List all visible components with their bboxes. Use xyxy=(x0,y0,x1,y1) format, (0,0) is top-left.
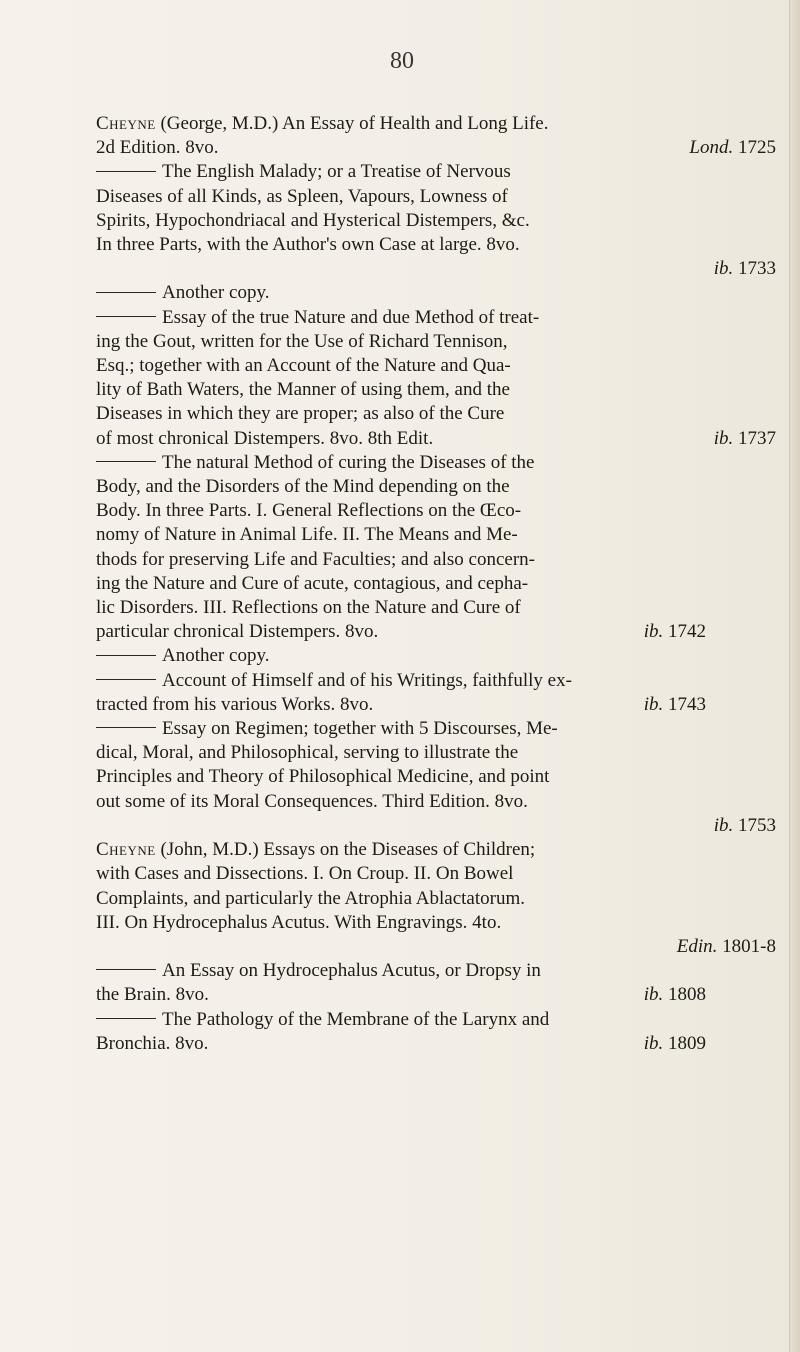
catalogue-text xyxy=(96,112,776,1056)
ditto-dash xyxy=(96,316,156,317)
imprint-year: 1742 xyxy=(668,621,706,643)
entry-line: The English Malady; or a Treatise of Nervous xyxy=(162,161,511,183)
entry-line: dical, Moral, and Philosophical, serving to illustrate the xyxy=(96,742,519,764)
ditto-dash xyxy=(96,292,156,293)
ditto-dash xyxy=(96,655,156,656)
imprint-place: ib. xyxy=(643,1032,664,1054)
page-number: 80 xyxy=(390,48,414,74)
imprint-year: 1737 xyxy=(738,427,776,449)
entry-line: Essay of the true Nature and due Method of treat- xyxy=(162,306,540,328)
entry-line: Principles and Theory of Philosophical Medicine, and point xyxy=(96,766,550,788)
imprint-year: 1733 xyxy=(738,258,776,280)
imprint-place: ib. xyxy=(713,258,734,280)
entry-line: An Essay on Hydrocephalus Acutus, or Dropsy in xyxy=(162,960,541,982)
entry-line: Body. In three Parts. I. General Reflections on the Œco- xyxy=(96,500,522,522)
catalogue-entry xyxy=(96,644,776,668)
catalogue-entry xyxy=(96,112,776,160)
entry-line: nomy of Nature in Animal Life. II. The Means and Me- xyxy=(96,524,518,546)
entry-line: lic Disorders. III. Reflections on the Nature and Cure of xyxy=(96,597,521,619)
catalogue-entry xyxy=(96,838,776,959)
entry-line: ing the Gout, written for the Use of Richard Tennison, xyxy=(96,330,508,352)
entry-line: Another copy. xyxy=(162,282,270,304)
imprint-place: ib. xyxy=(643,621,664,643)
imprint-year: 1801-8 xyxy=(722,935,776,957)
ditto-dash xyxy=(96,727,156,728)
entry-line: Complaints, and particularly the Atrophia Ablactatorum. xyxy=(96,887,525,909)
entry-line: Bronchia. 8vo. xyxy=(96,1032,209,1054)
catalogue-entry xyxy=(96,1008,776,1056)
entry-line: ing the Nature and Cure of acute, contagious, and cepha- xyxy=(96,572,529,594)
entry-line: thods for preserving Life and Faculties; and also concern- xyxy=(96,548,535,570)
catalogue-entry xyxy=(96,717,776,838)
imprint-place: ib. xyxy=(713,427,734,449)
imprint-year: 1753 xyxy=(738,814,776,836)
entry-line: Diseases of all Kinds, as Spleen, Vapours, Lowness of xyxy=(96,185,508,207)
imprint-year: 1725 xyxy=(738,137,776,159)
entry-line: of most chronical Distempers. 8vo. 8th Edit. xyxy=(96,427,434,449)
catalogue-entry xyxy=(96,160,776,281)
catalogue-entry xyxy=(96,281,776,305)
entry-line: Account of Himself and of his Writings, faithfully ex- xyxy=(162,669,572,691)
entry-line: Another copy. xyxy=(162,645,270,667)
catalogue-entry xyxy=(96,669,776,717)
entry-line: tracted from his various Works. 8vo. xyxy=(96,693,374,715)
entry-line: Esq.; together with an Account of the Nature and Qua- xyxy=(96,355,511,377)
imprint-place: ib. xyxy=(713,814,734,836)
imprint-place: Lond. xyxy=(689,137,734,159)
entry-line: In three Parts, with the Author's own Case at large. 8vo. xyxy=(96,234,520,256)
imprint-year: 1808 xyxy=(668,984,706,1006)
entry-line: (George, M.D.) An Essay of Health and Long Life. xyxy=(160,113,549,134)
entry-line: Diseases in which they are proper; as also of the Cure xyxy=(96,403,505,425)
entry-line: with Cases and Dissections. I. On Croup. II. On Bowel xyxy=(96,863,514,885)
catalogue-entry xyxy=(96,451,776,645)
page-edge xyxy=(789,0,800,1352)
catalogue-entry xyxy=(96,306,776,451)
ditto-dash xyxy=(96,461,156,462)
imprint-year: 1809 xyxy=(668,1032,706,1054)
ditto-dash xyxy=(96,1018,156,1019)
entry-line: Spirits, Hypochondriacal and Hysterical Distempers, &c. xyxy=(96,209,530,231)
imprint-place: ib. xyxy=(643,984,664,1006)
entry-line: lity of Bath Waters, the Manner of using them, and the xyxy=(96,379,510,401)
author-name: Cheyne xyxy=(96,839,156,861)
catalogue-entry xyxy=(96,959,776,1007)
ditto-dash xyxy=(96,679,156,680)
ditto-dash xyxy=(96,171,156,172)
imprint-year: 1743 xyxy=(668,693,706,715)
entry-line: out some of its Moral Consequences. Third Edition. 8vo. xyxy=(96,790,528,812)
entry-line: 2d Edition. 8vo. xyxy=(96,137,219,159)
entry-line: Essay on Regimen; together with 5 Discourses, Me- xyxy=(162,718,558,740)
entry-line: III. On Hydrocephalus Acutus. With Engravings. 4to. xyxy=(96,911,502,933)
entry-line: The natural Method of curing the Diseases of the xyxy=(162,451,535,473)
ditto-dash xyxy=(96,969,156,970)
entry-line: particular chronical Distempers. 8vo. xyxy=(96,621,379,643)
imprint-place: Edin. xyxy=(676,935,718,957)
imprint-place: ib. xyxy=(643,693,664,715)
entry-line: (John, M.D.) Essays on the Diseases of Children; xyxy=(160,839,536,861)
entry-line: Body, and the Disorders of the Mind depending on the xyxy=(96,476,510,498)
author-name: Cheyne xyxy=(96,113,156,134)
entry-line: The Pathology of the Membrane of the Larynx and xyxy=(162,1008,550,1030)
entry-line: the Brain. 8vo. xyxy=(96,984,209,1006)
